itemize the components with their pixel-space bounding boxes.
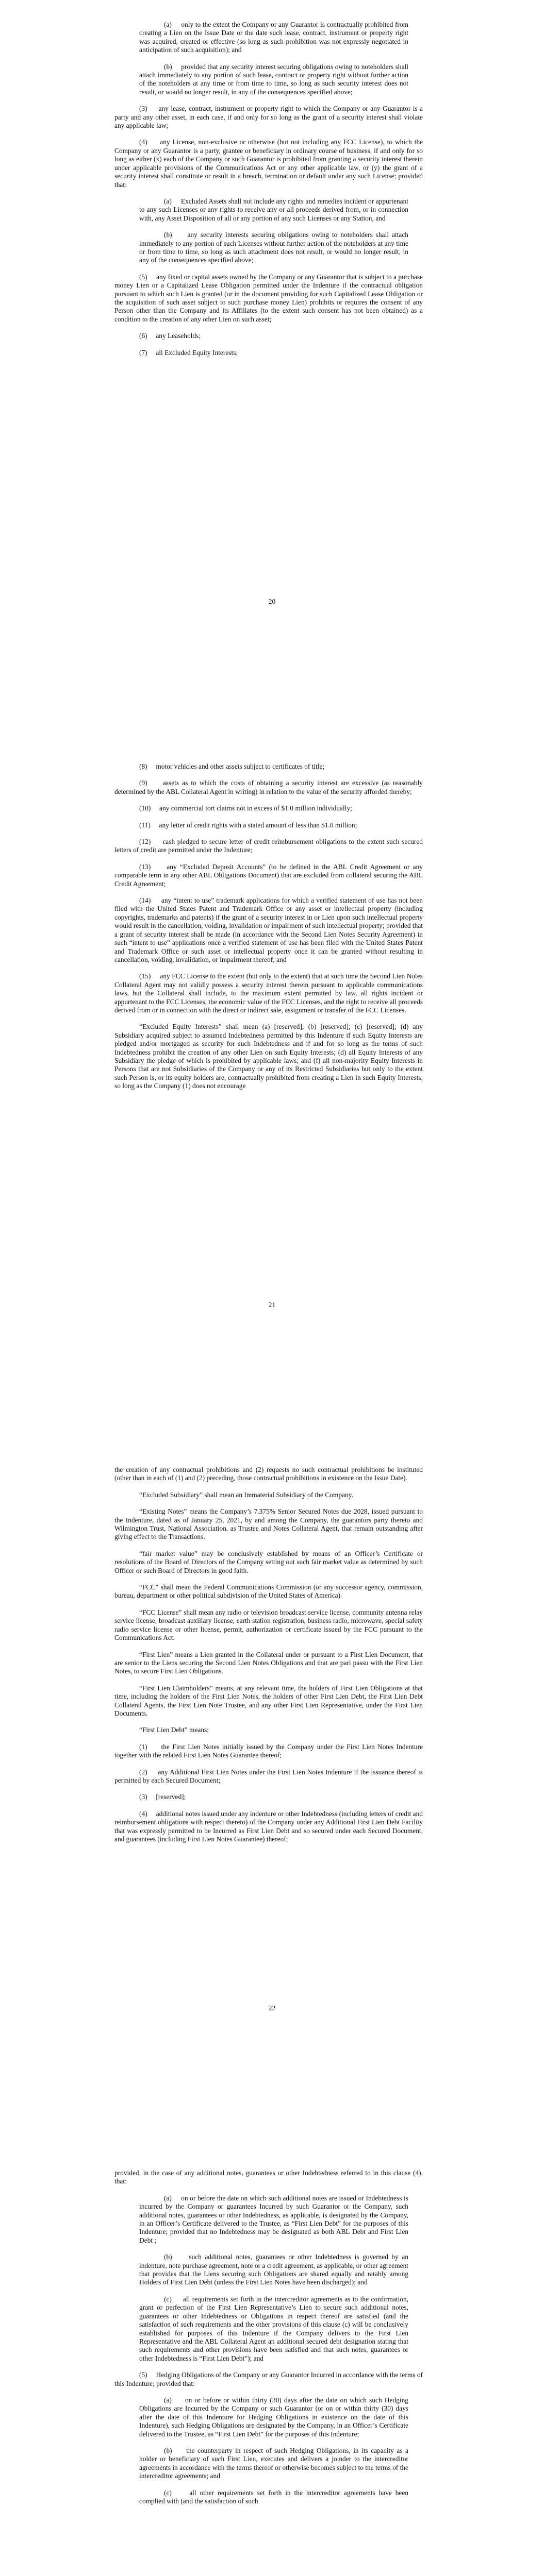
- fcc-definition: “FCC” shall mean the Federal Communications Commission (or any successor agency, commission, bureau, department or other political subdivision of the United States of America).: [114, 1583, 423, 1600]
- first-lien-debt-clause-3: (3) [reserved];: [139, 1793, 186, 1801]
- excluded-subsidiary-definition: “Excluded Subsidiary” shall mean an Immaterial Subsidiary of the Company.: [139, 1490, 353, 1499]
- first-lien-debt-clause-1: (1) the First Lien Notes initially issued by the Company under the First Lien Notes Indenture together with the related First Lien Notes Guarantee thereof;: [114, 1742, 423, 1759]
- clause-4b-paragraph: (b) such additional notes, guarantees or other Indebtedness is governed by an indenture, note purchase agreement, note or a credit agreement, as applicable, or other agreement that provides that the Liens securing such Obligations are shared equally and ratably among Holders of First Lien Debt (unless the First Lien Notes have been discharged); and: [139, 2253, 408, 2286]
- fcc-license-definition: “FCC License” shall mean any radio or television broadcast service license, community antenna relay service license, broadcast auxiliary license, earth station registration, business radio, microwave, special safety radio service license or other license, permit, authorization or certificate issued by the FCC pursuant to the Communications Act.: [114, 1608, 423, 1642]
- clause-6-paragraph: (6) any Leaseholds;: [139, 332, 201, 340]
- clause-4a-paragraph: (a) on or before the date on which such additional notes are issued or Indebtedness is incurred by the Company or guarantees Incurred by such Guarantor or the Company, such additional notes, guarantees or other Indebtedness, as applicable, is designated by the Company, in an Officer’s Certificate delivered to the Trustee, as “First Lien Debt” for the purposes of this Indenture; provided that no Indebtedness may be designated as both ABL Debt and First Lien Debt ;: [139, 2194, 408, 2244]
- clause-13-paragraph: (13) any “Excluded Deposit Accounts” (to be defined in the ABL Credit Agreement or any comparable term in any other ABL Obligations Document) that are excluded from collateral securing the ABL Credit Agreement;: [114, 862, 423, 888]
- existing-notes-definition: “Existing Notes” means the Company’s 7.375% Senior Secured Notes due 2028, issued pursuant to the Indenture, dated as of January 25, 2021, by and among the Company, the guarantors party thereto and Wilmington Trust, National Association, as Trustee and Notes Collateral Agent, that remain outstanding after giving effect to the Transactions.: [114, 1507, 423, 1541]
- page-22-content: [114, 1466, 423, 1852]
- clause-4b-paragraph: (b) any security interests securing obligations owing to noteholders shall attach immediately to any portion of such Licenses without further action of the noteholders at any time or from time to time, so long as such attachment does not result, or would no longer result, in any of the consequences specified above;: [139, 231, 408, 264]
- clause-5-paragraph: (5) any fixed or capital assets owned by the Company or any Guarantor that is subject to a purchase money Lien or a Capitalized Lease Obligation permitted under the Indenture if the contractual obligation pursuant to which such Lien is granted (or in the document providing for such Capitalized Lease Obligation or the acquisition of such asset subject to such purchase money Lien) prohibits or requires the consent of any Person other than the Company and its Affiliates (to the extent such consent has not been obtained) as a condition to the creation of any other Lien on such asset;: [114, 273, 423, 323]
- first-lien-debt-definition: “First Lien Debt” means:: [139, 1726, 209, 1734]
- page-23-content: [114, 2169, 423, 2514]
- page-20-content: [114, 21, 423, 365]
- clause-4c-paragraph: (c) all requirements set forth in the intercreditor agreements as to the confirmation, grant or perfection of the First Lien Representative’s Lien to secure such additional notes, guarantees or other Indebtedness or Obligations in respect thereof are satisfied (and the satisfaction of such requirements and the other provisions of this clause (c) will be conclusively established for purposes of this Indenture if the Company delivers to the First Lien Representative and the ABL Collateral Agent an additional secured debt designation stating that such requirements and other provisions have been satisfied and that such notes, guarantees or other Indebtedness is “First Lien Debt”); and: [139, 2295, 408, 2362]
- clause-7-paragraph: (7) all Excluded Equity Interests;: [139, 348, 238, 357]
- excluded-equity-interests-definition: “Excluded Equity Interests” shall mean (a) [reserved]; (b) [reserved]; (c) [reserved]; (d) any Subsidiary acquired subject to assumed Indebtedness permitted by this Indenture if such Equity Interests are pledged and/or mortgaged as security for such Indebtedness and if and for so long as the terms of such Indebtedness prohibit the creation of any other Lien on such Equity Interests; (d) all Equity Interests of any Subsidiary the pledge of which is prohibited by applicable laws; and (f) all non-majority Equity Interests in Persons that are not Subsidiaries of the Company or any of its Restricted Subsidiaries but only to the extent such Person is, or its equity holders are, contractually prohibited from creating a Lien in such Equity Interests, so long as the Company (1) does not encourage: [114, 1023, 423, 1090]
- first-lien-definition: “First Lien” means a Lien granted in the Collateral under or pursuant to a First Lien Document, that are senior to the Liens securing the Second Lien Notes Obligations and that are pari passu with the First Lien Notes, to secure First Lien Obligations.: [114, 1650, 423, 1675]
- clause-12-paragraph: (12) cash pledged to secure letter of credit reimbursement obligations to the extent such secured letters of credit are permitted under the Indenture;: [114, 838, 423, 854]
- clause-5b-paragraph: (b) the counterparty in respect of such Hedging Obligations, in its capacity as a holder or beneficiary of such First Lien, executes and delivers a joinder to the intercreditor agreements in accordance with the terms thereof or otherwise becomes subject to the terms of the intercreditor agreements; and: [139, 2446, 408, 2480]
- clause-10-paragraph: (10) any commercial tort claims not in excess of $1.0 million individually;: [139, 804, 352, 812]
- first-lien-debt-clause-4: (4) additional notes issued under any indenture or other Indebtedness (including letters of credit and reimbursement obligations with respect thereto) of the Company under any Additional First Lien Debt Facility that was expressly permitted to be Incurred as First Lien Debt and so secured under each Secured Document, and guarantees (including First Lien Notes Guarantee) thereof;: [114, 1809, 423, 1843]
- clause-11-paragraph: (11) any letter of credit rights with a stated amount of less than $1.0 million;: [139, 821, 357, 829]
- page-number: 21: [268, 1301, 276, 1309]
- page-number: 20: [268, 598, 276, 605]
- clause-3b-paragraph: (b) provided that any security interest securing obligations owing to noteholders shall attach immediately to any portion of such lease, contract or property right without further action of the noteholders at any time or from time to time, so long as such security interest does not result, or would no longer result, in any of the consequences specified above;: [139, 62, 408, 96]
- clause-3-paragraph: (3) any lease, contract, instrument or property right to which the Company or any Guarantor is a party and any other asset, in each case, if and only for so long as the grant of a security interest shall violate any applicable law;: [114, 105, 423, 130]
- clause-8-paragraph: (8) motor vehicles and other assets subject to certificates of title;: [139, 762, 325, 770]
- clause-15-paragraph: (15) any FCC License to the extent (but only to the extent) that at such time the Second Lien Notes Collateral Agent may not validly possess a security interest therein pursuant to applicable communications laws, but the Collateral shall include, to the maximum extent permitted by law, all rights incident or appurtenant to the FCC Licenses, the economic value of the FCC Licenses, and the right to receive all proceeds derived from or in connection with the direct or indirect sale, assignment or transfer of the FCC Licenses.: [114, 972, 423, 1014]
- first-lien-debt-clause-2: (2) any Additional First Lien Notes under the First Lien Notes Indenture if the issuance thereof is permitted by each Secured Document;: [114, 1768, 423, 1784]
- clause-9-paragraph: (9) assets as to which the costs of obtaining a security interest are excessive (as reasonably determined by the ABL Collateral Agent in writing) in relation to the value of the security afforded thereby;: [114, 779, 423, 795]
- clause-5a-paragraph: (a) on or before or within thirty (30) days after the date on which such Hedging Obligations are Incurred by the Company or such Guarantor (or on or within thirty (30) days after the date of this Indenture for Hedging Obligations in existence on the date of this Indenture), such Hedging Obligations are designated by the Company, in an Officer’s Certificate delivered to the Trustee, as “First Lien Debt” for the purposes of this Indenture;: [139, 2396, 408, 2438]
- page-number: 22: [268, 2004, 276, 2012]
- provided-paragraph: provided, in the case of any additional notes, guarantees or other Indebtedness referred to in this clause (4), that:: [114, 2169, 423, 2185]
- fair-market-value-definition: “fair market value” may be conclusively established by means of an Officer’s Certificate or resolutions of the Board of Directors of the Company setting out such fair market value as determined by such Officer or such Board of Directors in good faith.: [114, 1549, 423, 1574]
- clause-3a-paragraph: (a) only to the extent the Company or any Guarantor is contractually prohibited from creating a Lien on the Issue Date or the date such lease, contract, instrument or property right was acquired, created or effective (so long as such prohibition was not expressly negotiated in anticipation of such acquisition); and: [139, 21, 408, 54]
- clause-5c-paragraph: (c) all other requirements set forth in the intercreditor agreements have been complied with (and the satisfaction of such: [139, 2488, 408, 2505]
- page-21-content: [114, 762, 423, 1099]
- clause-14-paragraph: (14) any “intent to use” trademark applications for which a verified statement of use has not been filed with the United States Patent and Trademark Office or any asset or intellectual property (including copyrights, trademarks and patents) if the grant of a security interest in or Lien upon such intellectual property would result in the cancellation, voiding, invalidation or impairment of such intellectual property; provided that a grant of security interest shall be made (in accordance with the Second Lien Notes Security Agreement) in such “intent to use” applications once a verified statement of use has been filed with the United States Patent and Trademark Office or such asset or intellectual property once it can be granted without resulting in cancellation, voiding, invalidation, or impairment thereof; and: [114, 896, 423, 963]
- first-lien-claimholders-definition: “First Lien Claimholders” means, at any relevant time, the holders of First Lien Obligations at that time, including the holders of the First Lien Notes, the holders of other First Lien Debt, the First Lien Debt Collateral Agents, the First Lien Note Trustee, and any other First Lien Representative, under the First Lien Documents.: [114, 1684, 423, 1717]
- clause-4-paragraph: (4) any License, non-exclusive or otherwise (but not including any FCC License), to which the Company or any Guarantor is a party, grantee or beneficiary in ordinary course of business, if and only for so long as either (x) each of the Company or such Guarantor is prohibited from granting a security interest therein under applicable provisions of the Communications Act or any other applicable law, or (y) the grant of a security interest shall constitute or result in a breach, termination or default under any such License; provided that:: [114, 138, 423, 189]
- clause-4a-paragraph: (a) Excluded Assets shall not include any rights and remedies incident or appurtenant to any such Licenses or any rights to receive any or all proceeds derived from, or in connection with, any Asset Disposition of all or any portion of any such Licenses or any Station, and: [139, 197, 408, 222]
- continued-paragraph: the creation of any contractual prohibitions and (2) requests no such contractual prohibitions be instituted (other than in each of (1) and (2) preceding, those contractual prohibitions in existence on the Issue Date).: [114, 1466, 423, 1482]
- hedging-obligations-clause-5: (5) Hedging Obligations of the Company or any Guarantor Incurred in accordance with the terms of this Indenture; provided that:: [114, 2371, 423, 2387]
